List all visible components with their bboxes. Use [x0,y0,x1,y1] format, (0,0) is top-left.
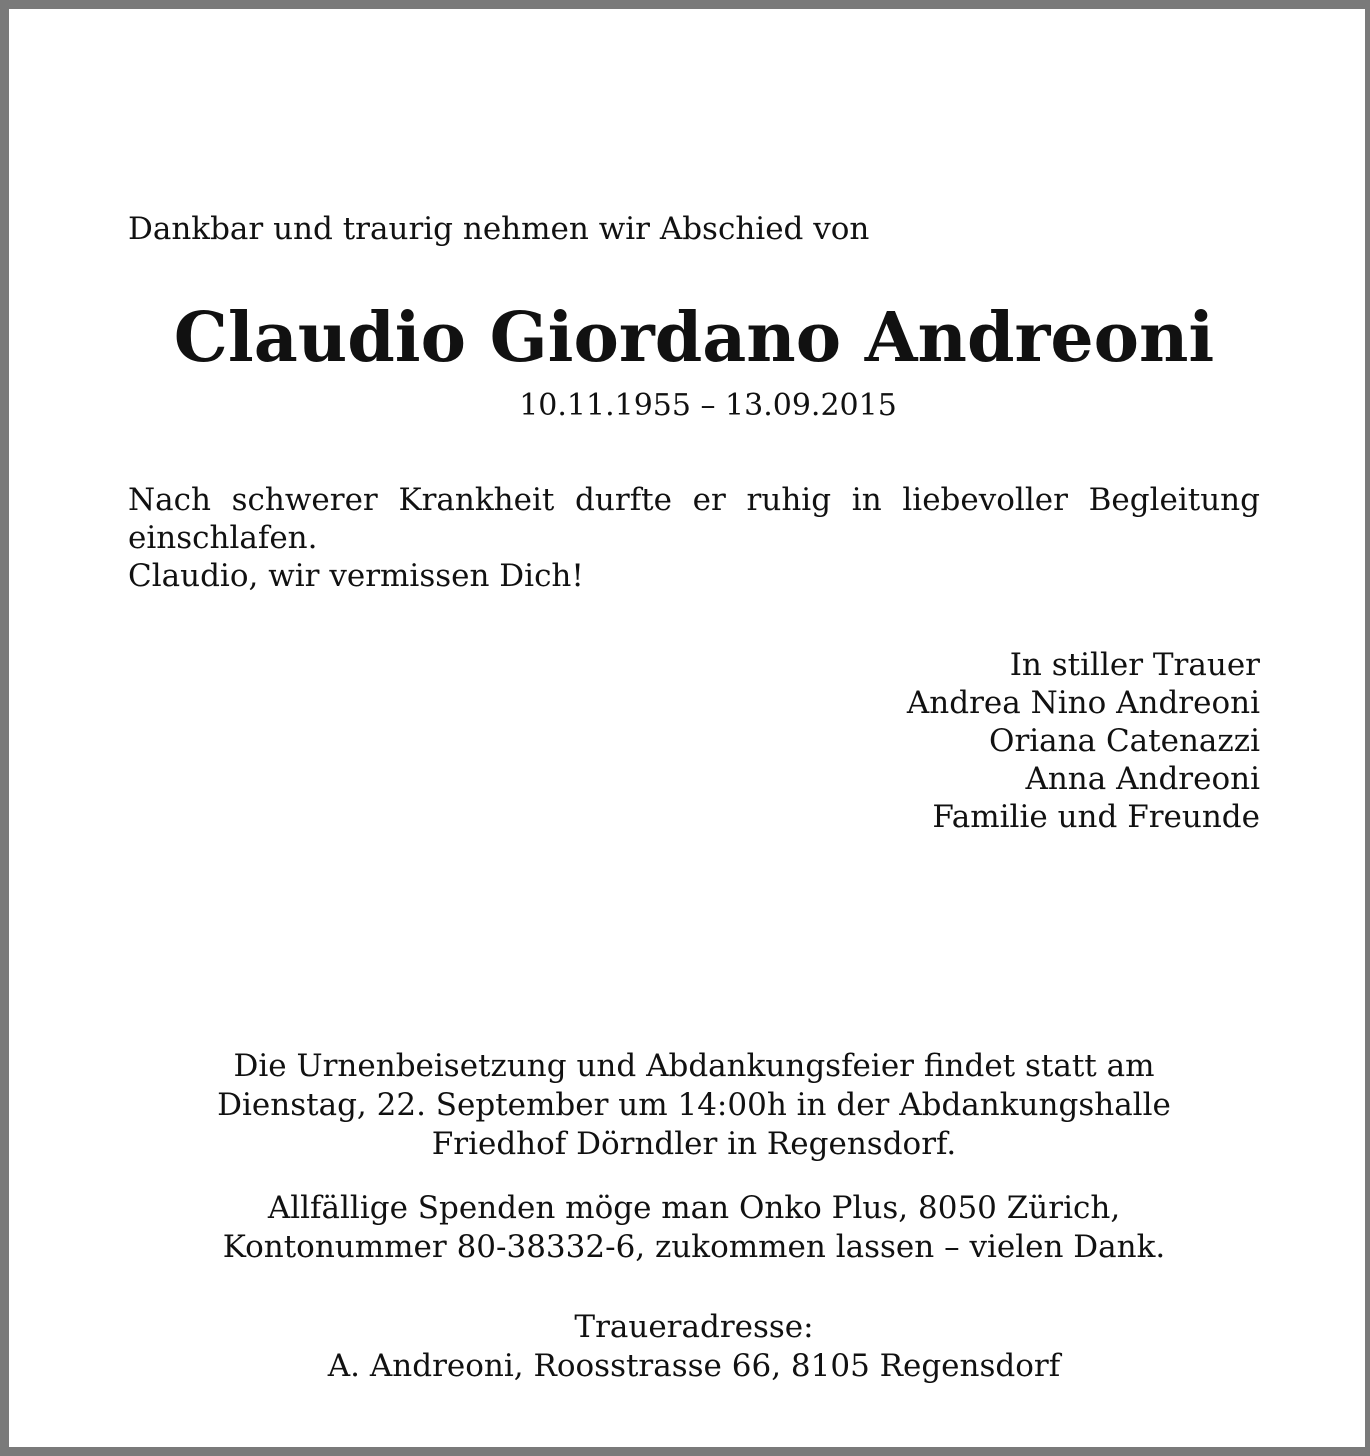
ceremony-info [9,1047,1370,1164]
message-line-2: einschlafen. [128,520,318,556]
life-dates: 10.11.1955 – 13.09.2015 [519,388,897,423]
address-label: Traueradresse: [574,1309,814,1345]
deceased-name: Claudio Giordano Andreoni [173,298,1215,378]
donation-info [9,1189,1370,1267]
message-line-3: Claudio, wir vermissen Dich! [128,558,584,594]
ceremony-line: Dienstag, 22. September um 14:00h in der Abdankungshalle [217,1087,1171,1123]
mourner-name: Andrea Nino Andreoni [906,685,1260,721]
mourners-list [769,646,1260,836]
message-line-1: Nach schwerer Krankheit durfte er ruhig in liebevoller Begleitung [128,482,1260,518]
mourners-heading: In stiller Trauer [1009,647,1260,683]
mourner-name: Anna Andreoni [1025,761,1260,797]
mourner-name: Oriana Catenazzi [989,723,1260,759]
message-paragraph [128,481,1260,595]
mourner-name: Familie und Freunde [932,799,1260,835]
donation-line: Allfällige Spenden möge man Onko Plus, 8050 Zürich, [267,1190,1121,1226]
intro-text: Dankbar und traurig nehmen wir Abschied von [128,211,870,247]
ceremony-line: Die Urnenbeisetzung und Abdankungsfeier findet statt am [233,1048,1155,1084]
mourning-address [9,1308,1370,1386]
ceremony-line: Friedhof Dörndler in Regensdorf. [431,1126,957,1162]
donation-line: Kontonummer 80-38332-6, zukommen lassen – vielen Dank. [222,1229,1166,1265]
address-text: A. Andreoni, Roosstrasse 66, 8105 Regensdorf [327,1348,1061,1384]
